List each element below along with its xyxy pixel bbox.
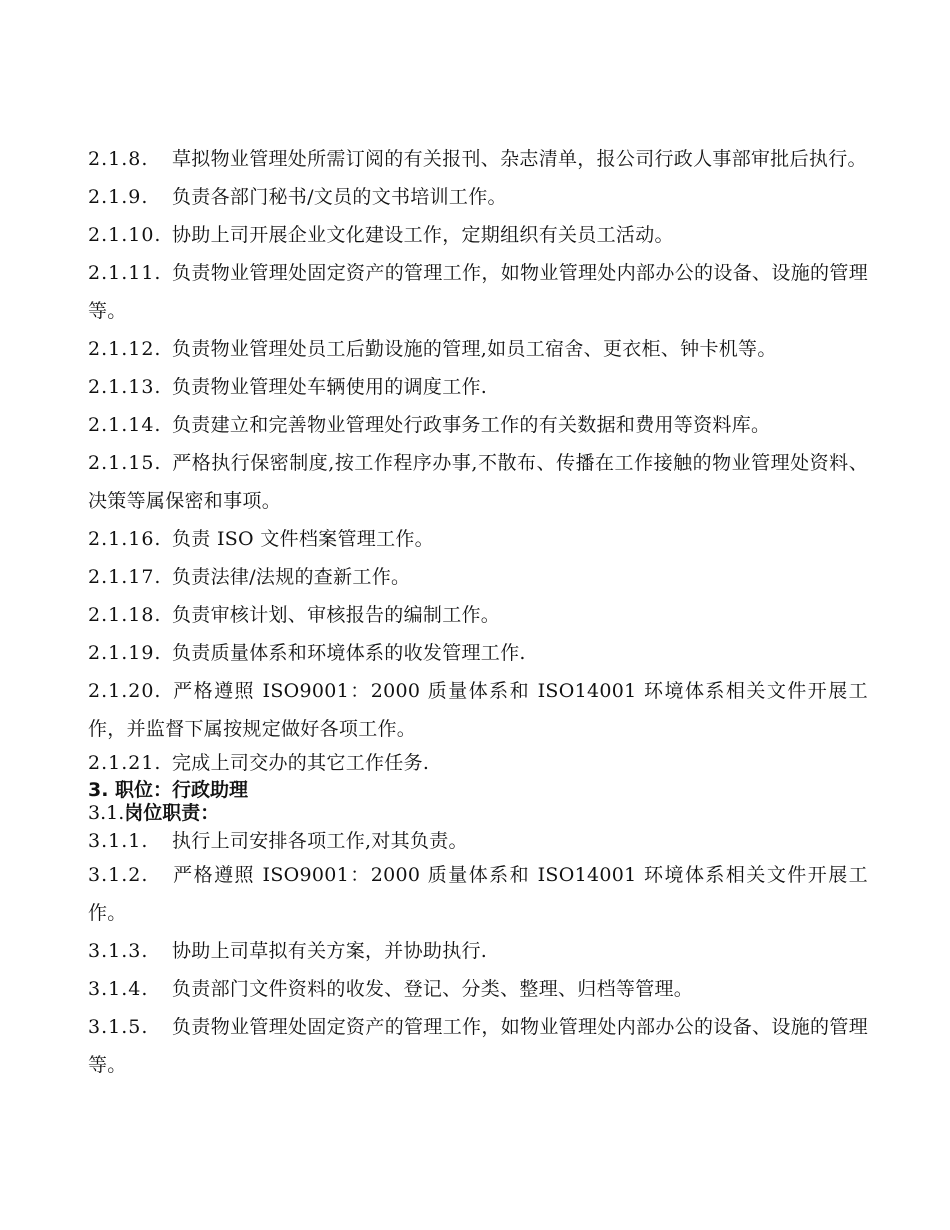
item-number: 2.1.9. — [88, 186, 149, 208]
item-number: 2.1.15. — [88, 452, 162, 474]
list-item — [88, 520, 868, 558]
item-text: 负责物业管理处员工后勤设施的管理,如员工宿舍、更衣柜、钟卡机等。 — [172, 338, 777, 360]
item-number: 2.1.20. — [88, 680, 162, 702]
item-text: 负责建立和完善物业管理处行政事务工作的有关数据和费用等资料库。 — [172, 414, 771, 436]
duty-list-section-2 — [88, 140, 868, 778]
item-text: 严格执行保密制度,按工作程序办事,不散布、传播在工作接触的物业管理处资料、决策等属保密和事项。 — [88, 452, 868, 512]
item-number: 2.1.13. — [88, 376, 162, 398]
list-item — [88, 178, 868, 216]
item-text: 负责物业管理处固定资产的管理工作，如物业管理处内部办公的设备、设施的管理等。 — [88, 262, 868, 322]
item-text: 协助上司草拟有关方案，并协助执行. — [172, 940, 488, 962]
item-number: 3.1.1. — [88, 830, 149, 852]
item-number: 2.1.14. — [88, 414, 162, 436]
list-item — [88, 672, 868, 748]
item-number: 2.1.19. — [88, 642, 162, 664]
item-text: 负责审核计划、审核报告的编制工作。 — [172, 604, 501, 626]
item-text: 负责物业管理处固定资产的管理工作，如物业管理处内部办公的设备、设施的管理等。 — [88, 1016, 868, 1076]
item-text: 负责部门文件资料的收发、登记、分类、整理、归档等管理。 — [172, 978, 694, 1000]
list-item — [88, 932, 868, 970]
list-item — [88, 826, 868, 856]
item-text: 执行上司安排各项工作,对其负责。 — [172, 830, 468, 852]
subsection-heading — [88, 802, 868, 824]
list-item — [88, 216, 868, 254]
item-number: 2.1.17. — [88, 566, 162, 588]
list-item — [88, 140, 868, 178]
item-text: 负责各部门秘书/文员的文书培训工作。 — [172, 186, 507, 208]
list-item — [88, 558, 868, 596]
item-number: 3.1.3. — [88, 940, 149, 962]
item-number: 2.1.18. — [88, 604, 162, 626]
item-text: 严格遵照 ISO9001：2000 质量体系和 ISO14001 环境体系相关文件开展工作，并监督下属按规定做好各项工作。 — [88, 680, 868, 740]
list-item — [88, 856, 868, 932]
item-number: 2.1.12. — [88, 338, 162, 360]
item-text: 负责 ISO 文件档案管理工作。 — [172, 528, 434, 550]
section-heading: 3. 职位：行政助理 — [88, 779, 249, 801]
item-number: 2.1.21. — [88, 752, 162, 774]
subsection-label: 岗位职责： — [124, 802, 220, 824]
item-number: 3.1.5. — [88, 1016, 149, 1038]
duty-list-section-3 — [88, 826, 868, 1084]
item-number: 3.1.4. — [88, 978, 149, 1000]
item-text: 完成上司交办的其它工作任务. — [172, 752, 430, 774]
item-number: 2.1.8. — [88, 148, 149, 170]
item-text: 协助上司开展企业文化建设工作，定期组织有关员工活动。 — [172, 224, 674, 246]
list-item — [88, 748, 868, 778]
item-text: 负责物业管理处车辆使用的调度工作. — [172, 376, 488, 398]
list-item — [88, 444, 868, 520]
item-text: 负责法律/法规的查新工作。 — [172, 566, 411, 588]
list-item — [88, 596, 868, 634]
list-item — [88, 330, 868, 368]
subsection-number: 3.1. — [88, 802, 125, 824]
item-number: 2.1.10. — [88, 224, 162, 246]
list-item — [88, 368, 868, 406]
document-body — [88, 140, 868, 1084]
item-number: 2.1.16. — [88, 528, 162, 550]
item-text: 草拟物业管理处所需订阅的有关报刊、杂志清单，报公司行政人事部审批后执行。 — [172, 148, 867, 170]
item-text: 负责质量体系和环境体系的收发管理工作. — [172, 642, 526, 664]
list-item — [88, 254, 868, 330]
list-item — [88, 1008, 868, 1084]
item-number: 3.1.2. — [88, 864, 149, 886]
list-item — [88, 634, 868, 672]
list-item — [88, 406, 868, 444]
item-number: 2.1.11. — [88, 262, 162, 284]
item-text: 严格遵照 ISO9001：2000 质量体系和 ISO14001 环境体系相关文件开展工作。 — [88, 864, 868, 924]
list-item — [88, 970, 868, 1008]
